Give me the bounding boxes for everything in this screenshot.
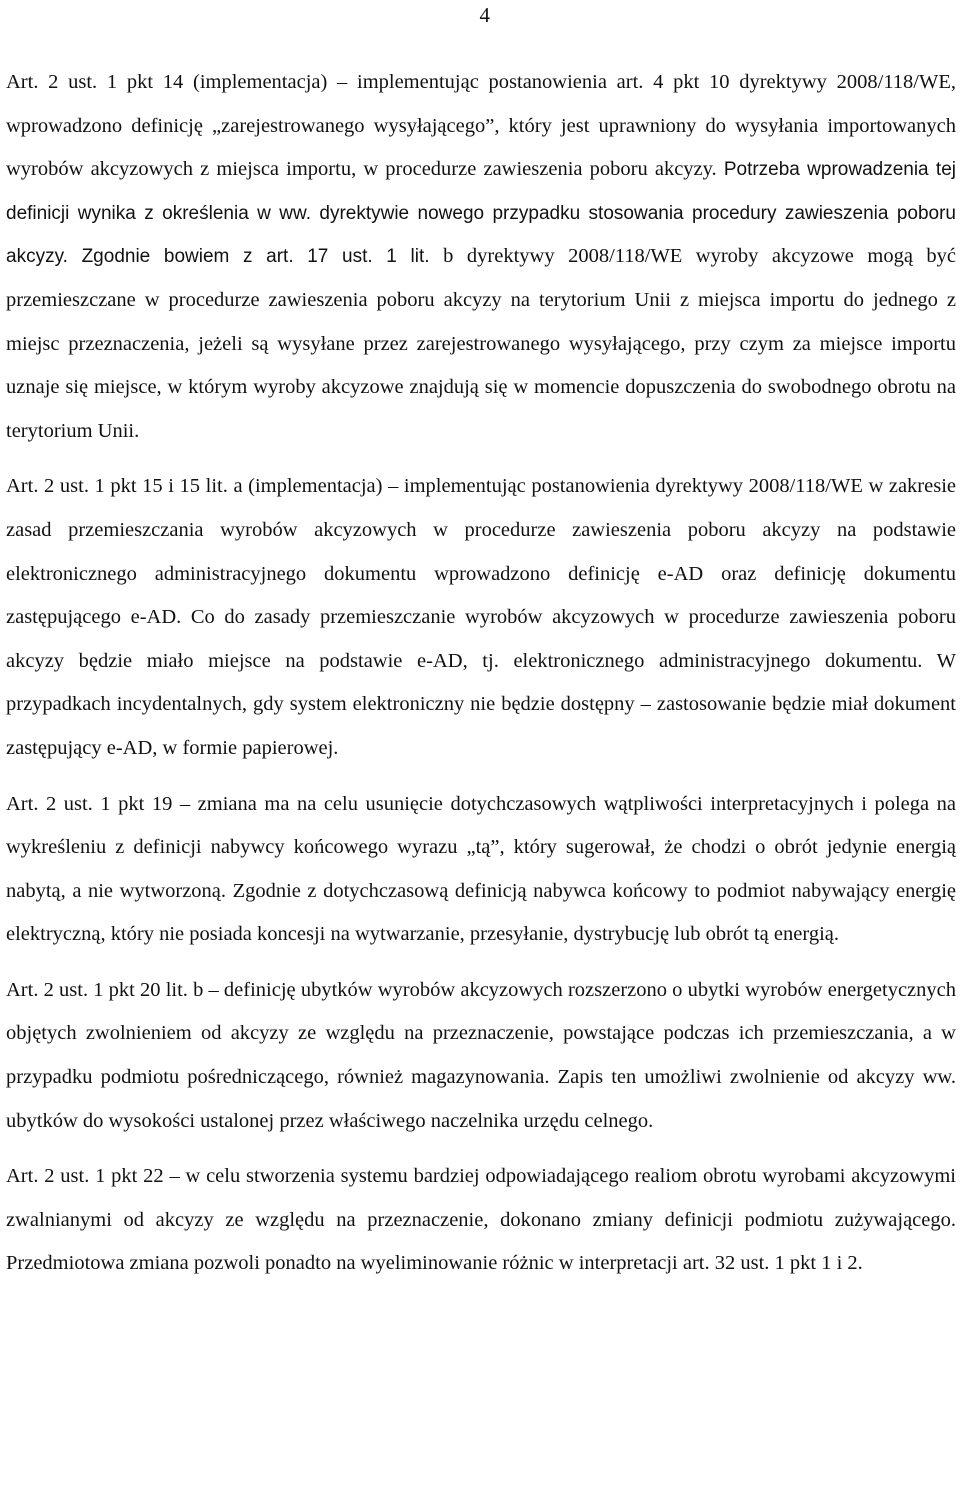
paragraph-segment-sans: Potrzeba wprowadzenia tej definicji wynika z określenia w ww. dyrektywie nowego przypadku stosowania procedury zawieszenia poboru akcyzy. Zgodnie bowiem z art. 17 ust. 1 lit. bbox=[6, 159, 956, 268]
paragraph-segment: Art. 2 ust. 1 pkt 14 (implementacja) – implementując postanowienia art. 4 pkt 10 dyrektywy 2008/118/WE, wprowadzono definicję „zarejestrowanego wysyłającego”, który jest uprawniony do wysyłania importowanych wyrobów akcyzowych z miejsca importu, w procedurze zawieszenia poboru akcyzy. bbox=[6, 71, 956, 181]
paragraph-segment: b dyrektywy 2008/118/WE wyroby akcyzowe mogą być przemieszczane w procedurze zawieszenia poboru akcyzy na terytorium Unii z miejsca importu do jednego z miejsc przeznaczenia, jeżeli są wysyłane przez zarejestrowanego wysyłającego, przy czym za miejsce importu uznaje się miejsce, w którym wyroby akcyzowe znajdują się w momencie dopuszczenia do swobodnego obrotu na terytorium Unii. bbox=[6, 245, 957, 442]
page-number: 4 bbox=[479, 3, 490, 27]
paragraph-art2-pkt14 bbox=[6, 61, 956, 453]
paragraph-art2-pkt22: Art. 2 ust. 1 pkt 22 – w celu stworzenia systemu bardziej odpowiadającego realiom obrotu wyrobami akcyzowymi zwalnianymi od akcyzy ze względu na przeznaczenie, dokonano zmiany definicji podmiotu zużywającego. Przedmiotowa zmiana pozwoli ponadto na wyeliminowanie różnic w interpretacji art. 32 ust. 1 pkt 1 i 2. bbox=[6, 1165, 956, 1275]
paragraph-art2-pkt20: Art. 2 ust. 1 pkt 20 lit. b – definicję ubytków wyrobów akcyzowych rozszerzono o ubytki wyrobów energetycznych objętych zwolnieniem od akcyzy ze względu na przeznaczenie, powstające podczas ich przemieszczania, a w przypadku podmiotu pośredniczącego, również magazynowania. Zapis ten umożliwi zwolnienie od akcyzy ww. ubytków do wysokości ustalonej przez właściwego naczelnika urzędu celnego. bbox=[6, 978, 956, 1132]
paragraph-art2-pkt19: Art. 2 ust. 1 pkt 19 – zmiana ma na celu usunięcie dotychczasowych wątpliwości interpretacyjnych i polega na wykreśleniu z definicji nabywcy końcowego wyrazu „tą”, który sugerował, że chodzi o obrót jedynie energią nabytą, a nie wytworzoną. Zgodnie z dotychczasową definicją nabywca końcowy to podmiot nabywający energię elektryczną, który nie posiada koncesji na wytwarzanie, przesyłanie, dystrybucję lub obrót tą energią. bbox=[6, 792, 956, 946]
document-body bbox=[6, 61, 956, 1286]
paragraph-art2-pkt15: Art. 2 ust. 1 pkt 15 i 15 lit. a (implementacja) – implementując postanowienia dyrektywy 2008/118/WE w zakresie zasad przemieszczania wyrobów akcyzowych w procedurze zawieszenia poboru akcyzy na podstawie elektronicznego administracyjnego dokumentu wprowadzono definicję e-AD oraz definicję dokumentu zastępującego e-AD. Co do zasady przemieszczanie wyrobów akcyzowych w procedurze zawieszenia poboru akcyzy będzie miało miejsce na podstawie e-AD, tj. elektronicznego administracyjnego dokumentu. W przypadkach incydentalnych, gdy system elektroniczny nie będzie dostępny – zastosowanie będzie miał dokument zastępujący e-AD, w formie papierowej. bbox=[6, 475, 956, 759]
